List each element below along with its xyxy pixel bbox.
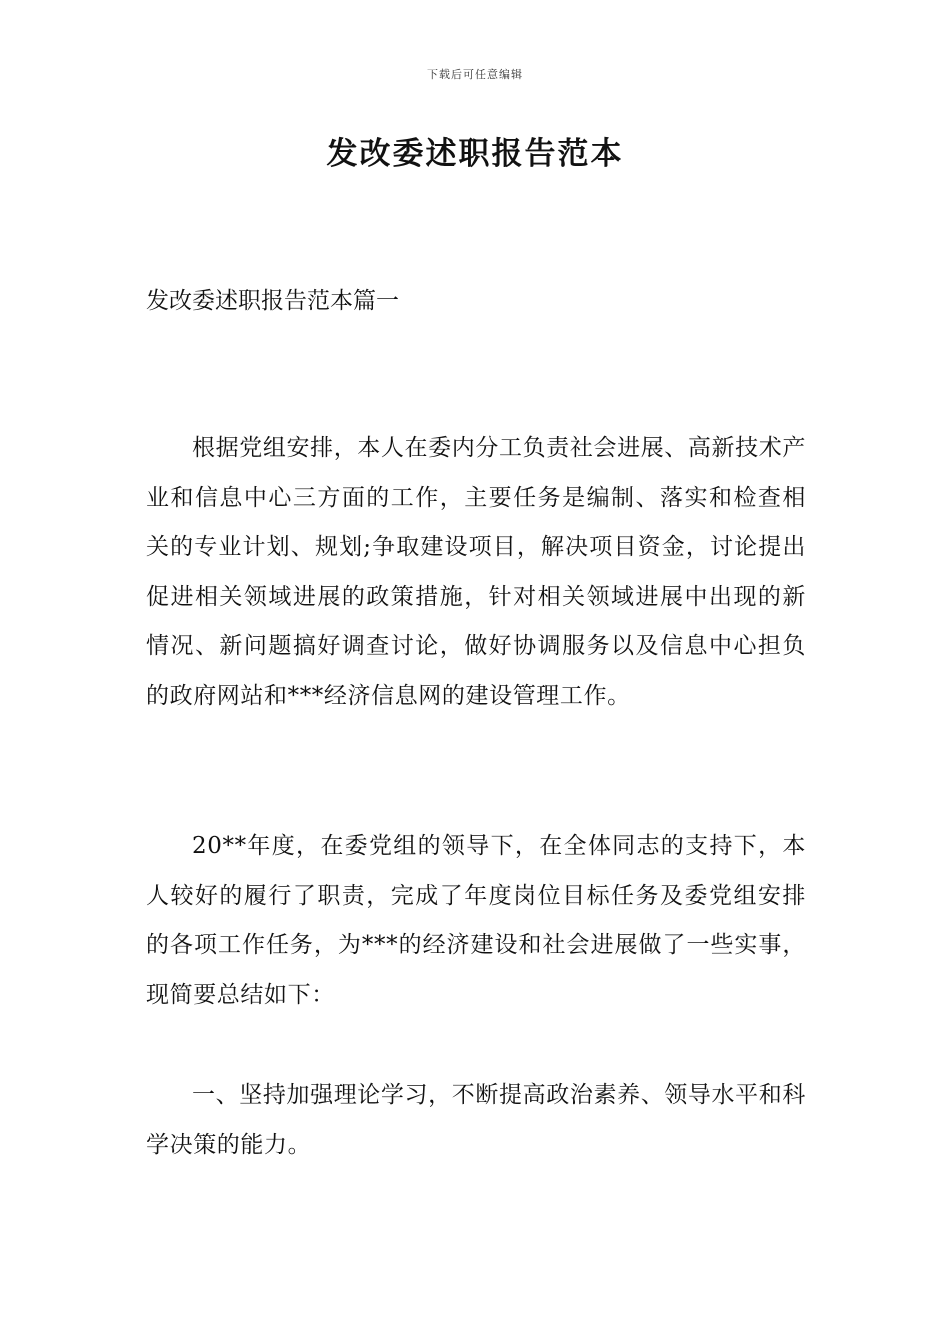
document-title: 发改委述职报告范本 <box>326 136 624 172</box>
header-note: 下载后可任意编辑 <box>427 68 523 81</box>
section-heading: 发改委述职报告范本篇一 <box>146 288 399 314</box>
body-paragraph: 一、坚持加强理论学习，不断提高政治素养、领导水平和科学决策的能力。 <box>146 1082 806 1158</box>
body-paragraph: 20**年度，在委党组的领导下，在全体同志的支持下，本人较好的履行了职责，完成了年度岗位目标任务及委党组安排的各项工作任务，为***的经济建设和社会进展做了一些实事，现简要总结如下： <box>146 833 806 1008</box>
body-paragraph: 根据党组安排，本人在委内分工负责社会进展、高新技术产业和信息中心三方面的工作，主要任务是编制、落实和检查相关的专业计划、规划;争取建设项目，解决项目资金，讨论提出促进相关领域进展的政策措施，针对相关领域进展中出现的新情况、新问题搞好调查讨论，做好协调服务以及信息中心担负的政府网站和***经济信息网的建设管理工作。 <box>146 435 806 709</box>
